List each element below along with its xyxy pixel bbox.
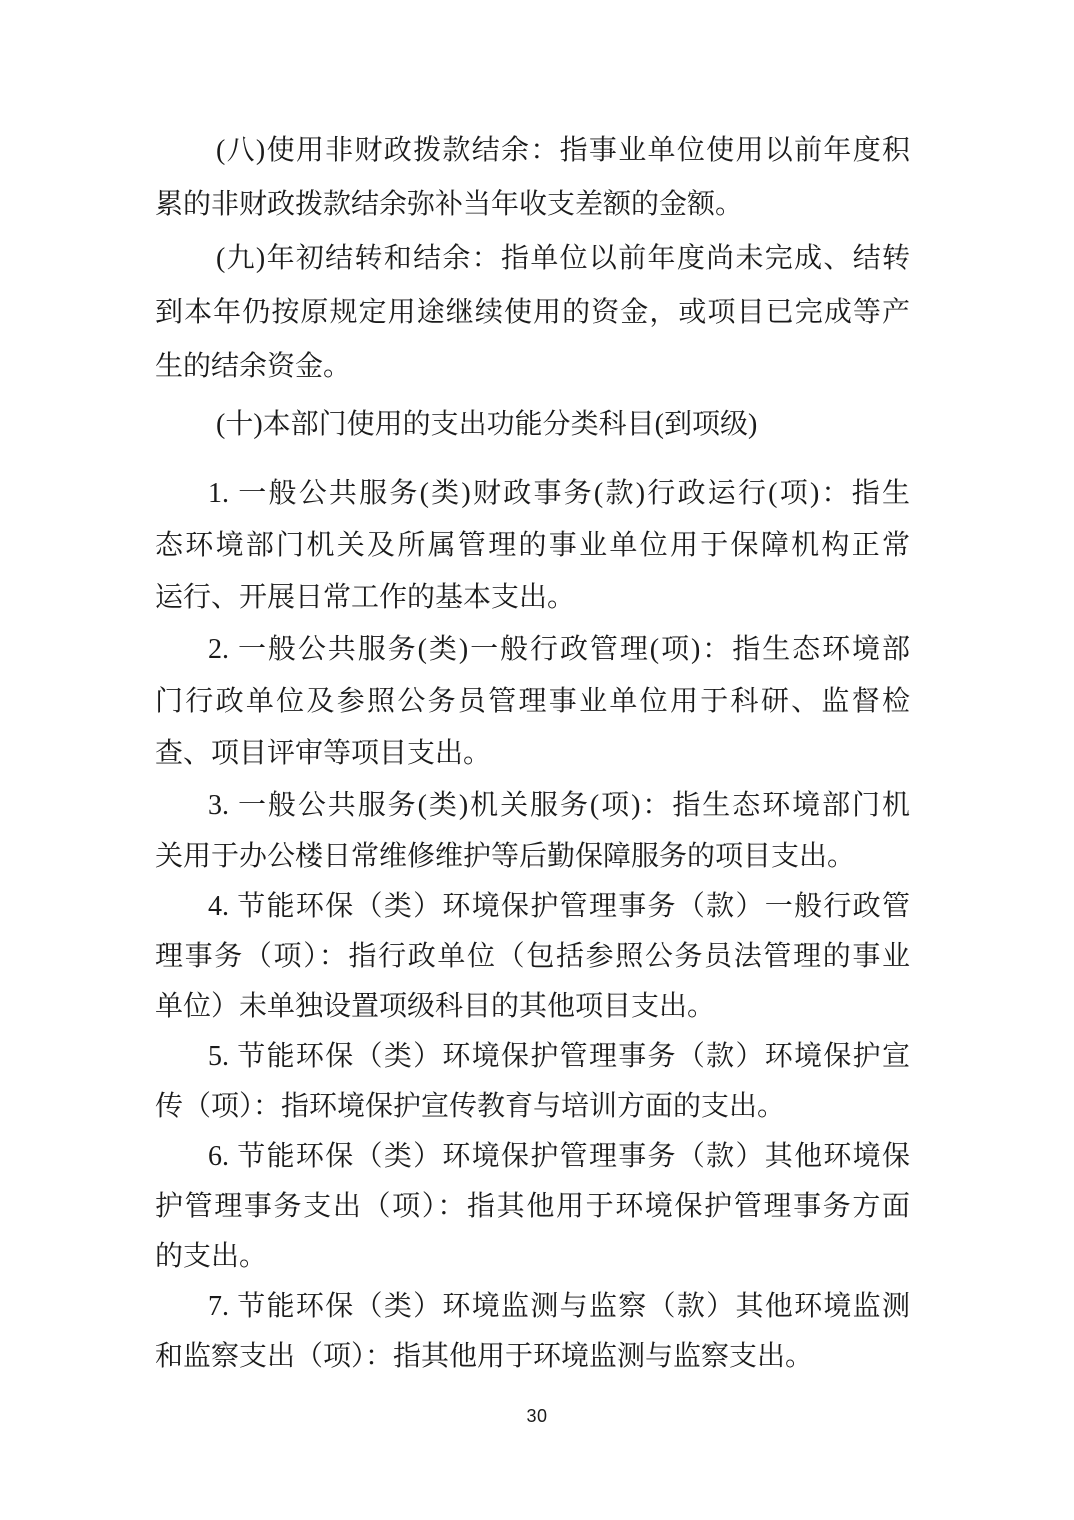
page-number: 30	[526, 1406, 548, 1426]
page-footer	[0, 1406, 1074, 1427]
text-line: 门行政单位及参照公务员管理事业单位用于科研、监督检	[155, 686, 910, 717]
text-line: 查、项目评审等项目支出。	[155, 738, 492, 769]
text-line: (九)年初结转和结余：指单位以前年度尚未完成、结转	[216, 243, 910, 274]
text-line: 4. 节能环保（类）环境保护管理事务（款）一般行政管	[208, 891, 910, 922]
text-line: 护管理事务支出（项）：指其他用于环境保护管理事务方面	[155, 1191, 910, 1222]
document-body	[155, 124, 910, 1382]
text-line: 7. 节能环保（类）环境监测与监察（款）其他环境监测	[208, 1291, 910, 1322]
text-line: (八)使用非财政拨款结余：指事业单位使用以前年度积	[216, 135, 910, 166]
text-line: 关用于办公楼日常维修维护等后勤保障服务的项目支出。	[155, 841, 856, 872]
text-line: 6. 节能环保（类）环境保护管理事务（款）其他环境保	[208, 1141, 910, 1172]
text-line: 的支出。	[155, 1241, 268, 1272]
text-line: 2. 一般公共服务(类)一般行政管理(项)：指生态环境部	[208, 634, 910, 665]
text-line: 生的结余资金。	[155, 351, 352, 382]
text-line: 态环境部门机关及所属管理的事业单位用于保障机构正常	[155, 530, 910, 561]
text-line: 传（项）：指环境保护宣传教育与培训方面的支出。	[155, 1091, 786, 1122]
text-line: 累的非财政拨款结余弥补当年收支差额的金额。	[155, 189, 744, 220]
text-line: 和监察支出（项）：指其他用于环境监测与监察支出。	[155, 1341, 814, 1372]
text-line: (十)本部门使用的支出功能分类科目(到项级)	[216, 409, 758, 440]
text-line: 运行、开展日常工作的基本支出。	[155, 582, 576, 613]
text-line: 理事务（项）：指行政单位（包括参照公务员法管理的事业	[155, 941, 910, 972]
text-line: 单位）未单独设置项级科目的其他项目支出。	[155, 991, 716, 1022]
text-line: 到本年仍按原规定用途继续使用的资金，或项目已完成等产	[155, 297, 910, 328]
text-line: 3. 一般公共服务(类)机关服务(项)：指生态环境部门机	[208, 790, 910, 821]
text-line: 1. 一般公共服务(类)财政事务(款)行政运行(项)：指生	[208, 478, 910, 509]
text-line: 5. 节能环保（类）环境保护管理事务（款）环境保护宣	[208, 1041, 910, 1072]
